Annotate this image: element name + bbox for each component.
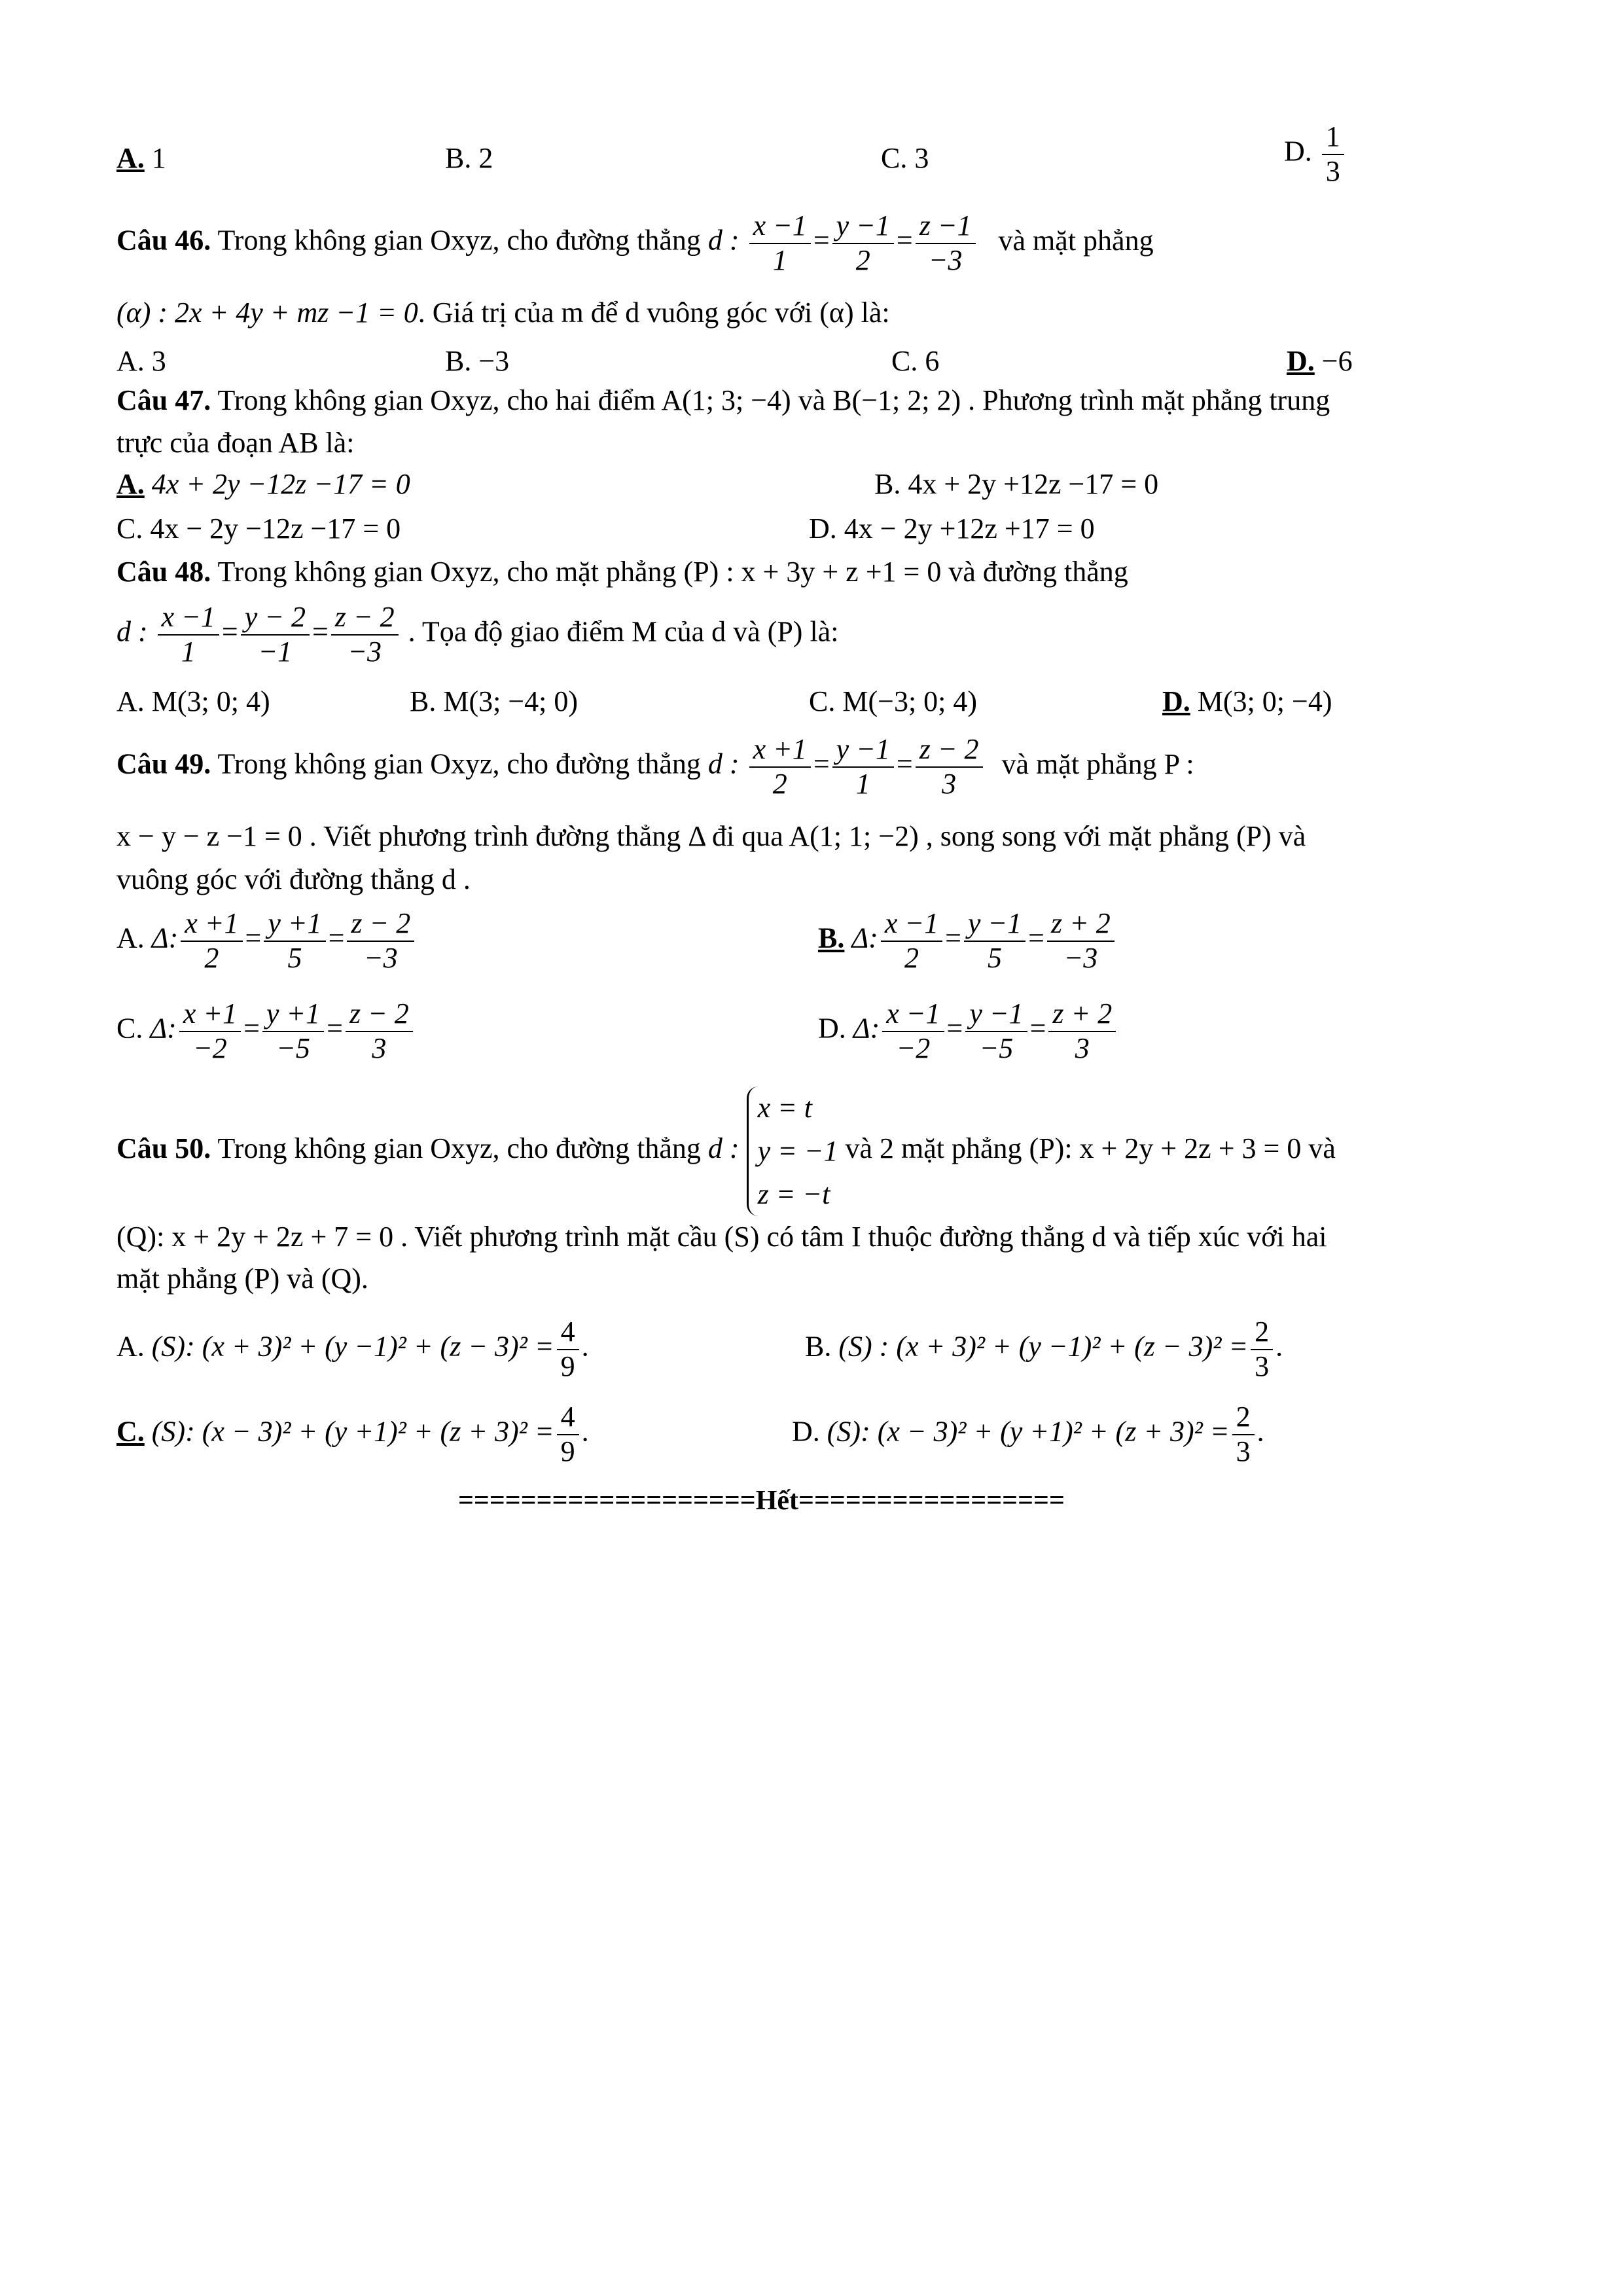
q48-option-c: C. M(−3; 0; 4) (809, 685, 978, 717)
q48-line-equation: d : $\frac{x -1}{1}$ = $\frac{y - 2}{-1}$ = $\frac{z - 2}{-3}$ . Tọa độ giao điểm M của d và (P) là: (116, 601, 839, 668)
q49-frac-z: $\frac{z - 2}{3}$ (916, 733, 983, 800)
q48-option-d: D. M(3; 0; −4) (1162, 685, 1332, 717)
q46-text3: . Giá trị của m để d vuông góc với (α) là: (418, 296, 890, 329)
q50-line-system: x = t y = −1 z = −t (747, 1086, 838, 1216)
q48-text1: Trong không gian Oxyz, cho mặt phẳng (P) : x + 3y + z +1 = 0 và đường thẳng (217, 556, 1128, 588)
q47-option-c: C. 4x − 2y −12z −17 = 0 (116, 512, 401, 545)
q48-frac-x: $\frac{x -1}{1}$ (158, 601, 219, 668)
q47-option-d: D. 4x − 2y +12z +17 = 0 (809, 512, 1095, 545)
q50-text3: (Q): x + 2y + 2z + 7 = 0 . Viết phương trình mặt cầu (S) có tâm I thuộc đường thẳng d và tiếp xúc với hai (116, 1221, 1327, 1253)
q50-option-c: C. (S): (x − 3)² + (y +1)² + (z + 3)² = $\frac{4}{9}$ . (116, 1401, 589, 1467)
q47-stem (116, 386, 1330, 415)
q49-option-d: D. Δ: $\frac{x -1}{-2}$ = $\frac{y -1}{-5}$ = $\frac{z + 2}{3}$ (818, 997, 1118, 1065)
q48-stem (116, 558, 1128, 586)
q48-frac-y: $\frac{y - 2}{-1}$ (241, 601, 310, 668)
q50-option-b: B. (S) : (x + 3)² + (y −1)² + (z − 3)² = $\frac{2}{3}$ . (805, 1316, 1283, 1382)
end-of-exam-footer: ===================Hết================= (458, 1486, 1065, 1516)
q47-text2: trực của đoạn AB là: (116, 427, 355, 459)
q49-stem: Câu 49. Trong không gian Oxyz, cho đường thẳng d : $\frac{x +1}{2}$ = $\frac{y -1}{1}$ = $\frac{z - 2}{3}$ và mặt phẳng P : (116, 733, 1194, 800)
q46-label: Câu 46. (116, 224, 211, 257)
q46-option-c: C. 6 (891, 345, 940, 377)
q48-frac-z: $\frac{z - 2}{-3}$ (331, 601, 399, 668)
q48-text2: . Tọa độ giao điểm M của d và (P) là: (408, 615, 839, 648)
q46-line2 (116, 298, 890, 327)
q49-option-c: C. Δ: $\frac{x +1}{-2}$ = $\frac{y +1}{-5}$ = $\frac{z - 2}{3}$ (116, 997, 416, 1065)
q50-text1: Trong không gian Oxyz, cho đường thẳng (217, 1132, 701, 1165)
q45-option-d (1284, 120, 1347, 188)
q46-text1: Trong không gian Oxyz, cho đường thẳng (217, 224, 701, 257)
q50-option-a: A. (S): (x + 3)² + (y −1)² + (z − 3)² = $\frac{4}{9}$ . (116, 1316, 589, 1382)
q49-option-a: A. Δ: $\frac{x +1}{2}$ = $\frac{y +1}{5}$ = $\frac{z - 2}{-3}$ (116, 907, 417, 975)
q47-text1: Trong không gian Oxyz, cho hai điểm A(1; 3; −4) và B(−1; 2; 2) . Phương trình mặt phẳng trung (217, 384, 1330, 416)
q50-label: Câu 50. (116, 1132, 211, 1165)
q48-label: Câu 48. (116, 556, 211, 588)
q45-a-key: A. (116, 142, 145, 174)
q46-option-d: D. −6 (1287, 345, 1353, 377)
q47-option-b: B. 4x + 2y +12z −17 = 0 (874, 468, 1159, 500)
q50-stem: Câu 50. Trong không gian Oxyz, cho đường thẳng d : x = t y = −1 z = −t và 2 mặt phẳng (P): x + 2y + 2z + 3 = 0 và (116, 1086, 1336, 1216)
q45-option-c: C. 3 (881, 142, 929, 174)
q45-a-value: 1 (151, 142, 166, 174)
q49-text4: vuông góc với đường thẳng d . (116, 863, 471, 895)
q45-d-fraction: $\frac{1}{3}$ (1322, 120, 1344, 188)
q46-frac-y: $\frac{y -1}{2}$ (832, 209, 894, 277)
q49-label: Câu 49. (116, 747, 211, 780)
q46-text2: và mặt phẳng (998, 224, 1154, 257)
q50-option-d: D. (S): (x − 3)² + (y +1)² + (z + 3)² = $\frac{2}{3}$ . (792, 1401, 1264, 1467)
q49-frac-y: $\frac{y -1}{1}$ (832, 733, 894, 800)
q50-text2: và 2 mặt phẳng (P): x + 2y + 2z + 3 = 0 và (845, 1132, 1336, 1165)
q46-stem: Câu 46. Trong không gian Oxyz, cho đường thẳng d : $\frac{x -1}{1}$ = $\frac{y -1}{2}$ = $\frac{z -1}{-3}$ và mặt phẳng (116, 209, 1154, 276)
q49-text3: x − y − z −1 = 0 . Viết phương trình đường thẳng Δ đi qua A(1; 1; −2) , song song với mặt phẳng (P) và (116, 820, 1306, 852)
q46-plane: (α) : 2x + 4y + mz −1 = 0 (116, 296, 418, 329)
q49-text1: Trong không gian Oxyz, cho đường thẳng (217, 747, 701, 780)
q46-option-a: A. 3 (116, 345, 166, 377)
q49-frac-x: $\frac{x +1}{2}$ (749, 733, 811, 800)
q46-frac-x: $\frac{x -1}{1}$ (749, 209, 811, 277)
q47-option-a: A. 4x + 2y −12z −17 = 0 (116, 468, 410, 500)
q49-option-b: B. Δ: $\frac{x -1}{2}$ = $\frac{y -1}{5}$ = $\frac{z + 2}{-3}$ (818, 907, 1117, 975)
q47-label: Câu 47. (116, 384, 211, 416)
q50-text4: mặt phẳng (P) và (Q). (116, 1263, 368, 1295)
q48-option-b: B. M(3; −4; 0) (410, 685, 579, 717)
q46-option-b: B. −3 (445, 345, 510, 377)
q45-option-b: B. 2 (445, 142, 493, 174)
q49-text2: và mặt phẳng P : (1001, 747, 1194, 780)
q48-option-a: A. M(3; 0; 4) (116, 685, 270, 717)
q45-d-key: D. (1284, 135, 1312, 168)
q45-option-a (116, 144, 166, 173)
q46-frac-z: $\frac{z -1}{-3}$ (916, 209, 976, 277)
